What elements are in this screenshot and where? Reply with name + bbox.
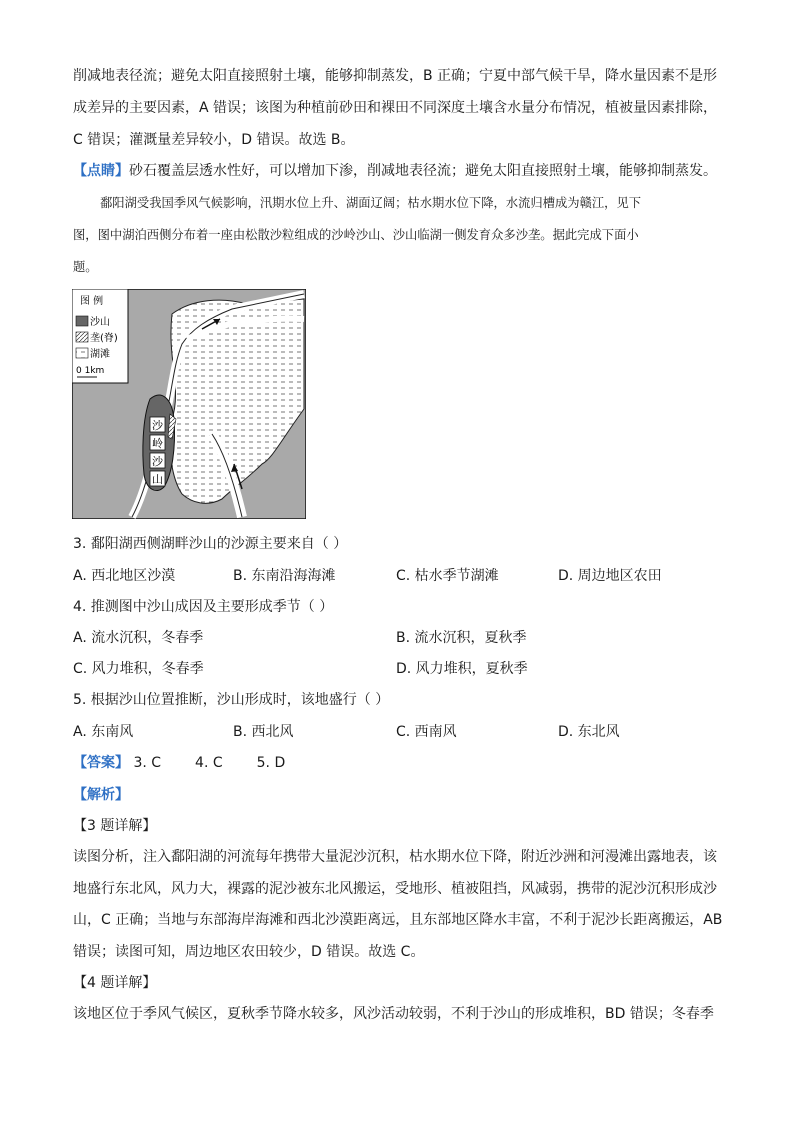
legend-swatch-sand [76, 316, 88, 326]
svg-text:岭: 岭 [152, 437, 163, 450]
option-c[interactable]: C. 风力堆积，冬春季 [73, 661, 204, 677]
point-tag: 【点睛】 [73, 163, 129, 179]
analysis-line: 削减地表径流；避免太阳直接照射土壤，能够抑制蒸发，B 正确；宁夏中部气候干旱，降水量因素不是形 [73, 68, 718, 84]
option-b[interactable]: B. 西北风 [233, 724, 294, 740]
answer-line [73, 754, 319, 772]
analysis-tag: 【解析】 [73, 787, 129, 803]
svg-text:沙: 沙 [152, 455, 163, 468]
legend-label: 湖滩 [90, 349, 110, 360]
legend-label: 沙山 [90, 317, 110, 328]
analysis-line: 成差异的主要因素，A 错误；该图为种植前砂田和裸田不同深度土壤含水量分布情况，植被量因素排除， [73, 100, 718, 116]
svg-text:山: 山 [152, 473, 163, 486]
answer-item: 4. C [195, 755, 223, 771]
detail3-line: 地盛行东北风，风力大，裸露的泥沙被东北风搬运，受地形、植被阻挡，风减弱，携带的泥沙沉积形成沙 [73, 881, 717, 897]
detail3-tag: 【3 题详解】 [73, 818, 157, 834]
scale-label: 0 1km [76, 366, 105, 376]
option-a[interactable]: A. 流水沉积，冬春季 [73, 630, 204, 646]
detail3-line: 读图分析，注入鄱阳湖的河流每年携带大量泥沙沉积，枯水期水位下降，附近沙洲和河漫滩出露地表，该 [73, 849, 717, 865]
option-c[interactable]: C. 枯水季节湖滩 [396, 568, 499, 584]
answer-item: 3. C [133, 755, 162, 771]
option-b[interactable]: B. 东南沿海海滩 [233, 568, 336, 584]
legend-swatch-ridge [76, 332, 88, 342]
legend-swatch-shoal [76, 348, 88, 358]
option-d[interactable]: D. 东北风 [558, 724, 620, 740]
option-a[interactable]: A. 西北地区沙漠 [73, 568, 176, 584]
detail3-line: 山，C 正确；当地与东部海岸海滩和西北沙漠距离远，且东部地区降水丰富，不利于泥沙长距离搬运，AB [73, 912, 723, 928]
question-stem: 5. 根据沙山位置推断，沙山形成时，该地盛行（ ） [73, 692, 390, 708]
answer-tag: 【答案】 [73, 755, 129, 771]
question-stem: 3. 鄱阳湖西侧湖畔沙山的沙源主要来自（ ） [73, 536, 348, 552]
question-stem: 4. 推测图中沙山成因及主要形成季节（ ） [73, 599, 334, 615]
point-text: 砂石覆盖层透水性好，可以增加下渗，削减地表径流；避免太阳直接照射土壤，能够抑制蒸发。 [129, 163, 717, 179]
answer-item: 5. D [256, 755, 286, 771]
intro-line: 图，图中湖泊西侧分布着一座由松散沙粒组成的沙岭沙山、沙山临湖一侧发育众多沙垄。据此完成下面小 [73, 228, 639, 242]
legend-label: 垄(脊) [90, 333, 118, 344]
option-d[interactable]: D. 风力堆积，夏秋季 [396, 661, 528, 677]
detail4-tag: 【4 题详解】 [73, 975, 157, 991]
intro-line: 题。 [73, 260, 98, 274]
detail3-line: 错误；读图可知，周边地区农田较少，D 错误。故选 C。 [73, 944, 425, 960]
intro-line: 鄱阳湖受我国季风气候影响，汛期水位上升、湖面辽阔；枯水期水位下降，水流归槽成为赣江，见下 [100, 196, 642, 210]
option-a[interactable]: A. 东南风 [73, 724, 134, 740]
svg-text:沙: 沙 [152, 419, 163, 432]
detail4-line: 该地区位于季风气候区，夏秋季节降水较多，风沙活动较弱，不利于沙山的形成堆积，BD 错误；冬春季 [73, 1006, 714, 1022]
option-b[interactable]: B. 流水沉积，夏秋季 [396, 630, 527, 646]
option-c[interactable]: C. 西南风 [396, 724, 457, 740]
legend-title: 图 例 [80, 296, 104, 307]
analysis-line: C 错误；灌溉量差异较小，D 错误。故选 B。 [73, 132, 355, 148]
option-d[interactable]: D. 周边地区农田 [558, 568, 662, 584]
point-paragraph [73, 162, 717, 180]
poyang-lake-map [72, 289, 306, 519]
